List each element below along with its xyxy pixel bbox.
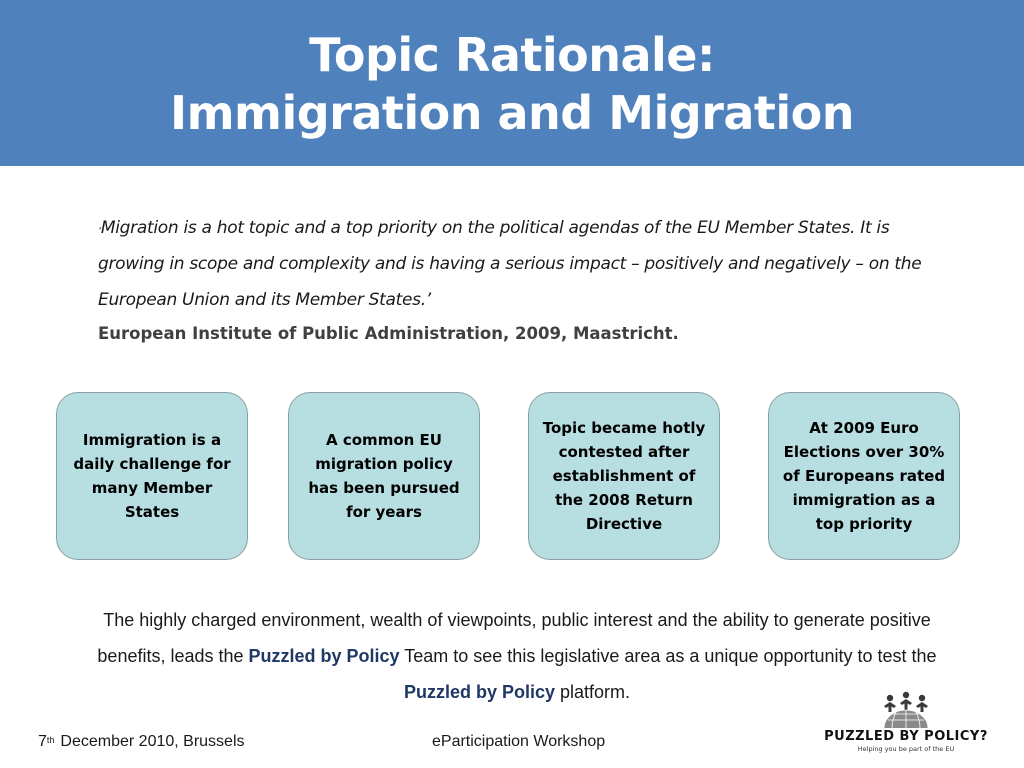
footer-date-day: 7 [38, 733, 47, 750]
point-box-4 [768, 392, 960, 560]
point-box-4-text: At 2009 Euro Elections over 30% of Europeans rated immigration as a top priority [782, 419, 946, 533]
point-box-2 [288, 392, 480, 560]
quote-text: Migration is a hot topic and a top priority on the political agendas of the EU Member States. It is growing in scope and complexity and is having a serious impact – positively and negatively – on the European Union and its Member States.’ [98, 218, 922, 310]
title-banner [0, 0, 1024, 166]
puzzled-by-policy-logo [818, 690, 994, 760]
footer-event: eParticipation Workshop [432, 733, 606, 750]
logo-tagline: Helping you be part of the EU [857, 745, 955, 753]
paragraph-part-2: Team to see this legislative area as a unique opportunity to test the [399, 646, 937, 666]
brand-name-2: Puzzled by Policy [403, 682, 555, 702]
paragraph-part-1: The highly charged environment, wealth of viewpoints, public interest and the ability to generate positive benefits, leads the [97, 610, 931, 666]
footer-date-suffix: th [46, 735, 55, 745]
logo-wordmark: PUZZLED BY POLICY? [824, 729, 988, 744]
title-line-2: Immigration and Migration [169, 86, 855, 140]
quote-source: European Institute of Public Administration, 2009, Maastricht. [98, 324, 679, 343]
point-box-1 [56, 392, 248, 560]
footer-date [38, 732, 245, 752]
opening-quote-mark: ‘ [98, 226, 101, 237]
paragraph-part-3: platform. [555, 682, 631, 702]
point-box-1-text: Immigration is a daily challenge for many Member States [73, 431, 231, 521]
point-box-2-text: A common EU migration policy has been pursued for years [308, 431, 460, 521]
point-box-3-text: Topic became hotly contested after establishment of the 2008 Return Directive [542, 419, 706, 533]
globe-people-icon [818, 690, 994, 730]
brand-name-1: Puzzled by Policy [248, 646, 400, 666]
footer-date-rest: December 2010, Brussels [60, 733, 245, 750]
point-box-3 [528, 392, 720, 560]
title-line-1: Topic Rationale: [309, 28, 715, 82]
quote-block [98, 210, 943, 318]
slide-title [0, 26, 1024, 142]
conclusion-paragraph [90, 602, 944, 710]
